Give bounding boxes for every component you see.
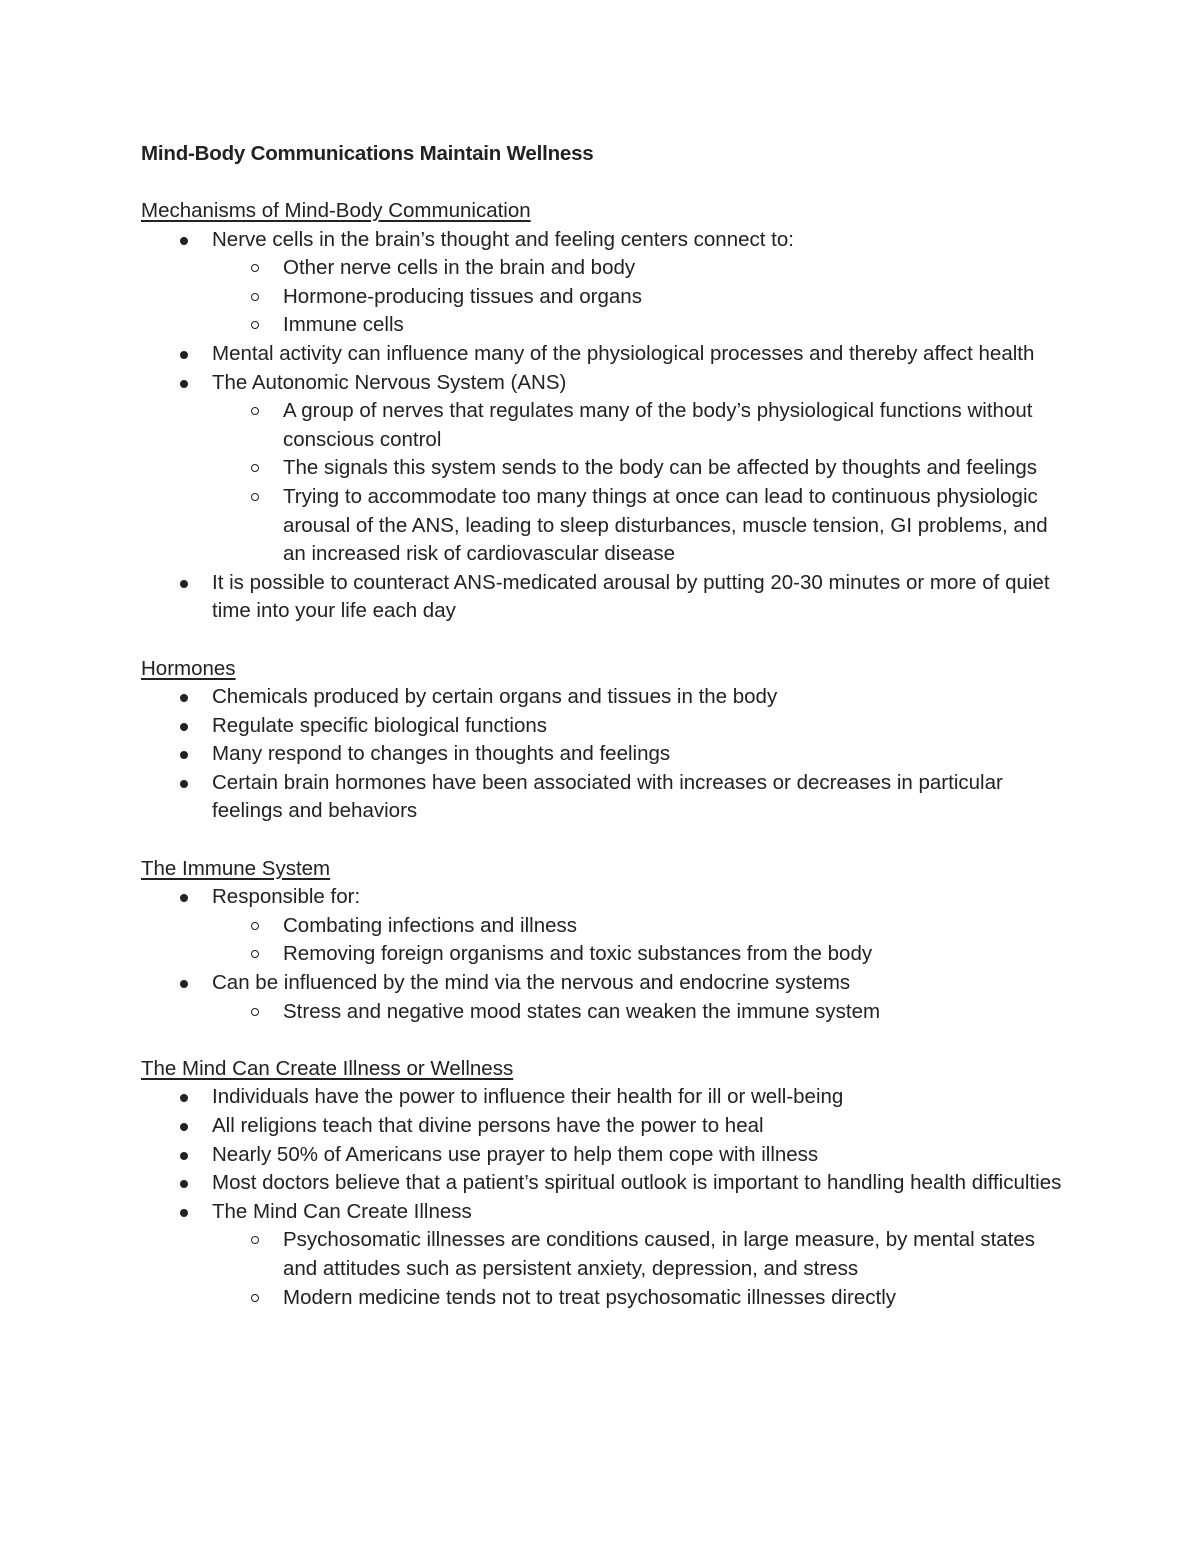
sub-list-item bbox=[141, 483, 1071, 569]
sub-list-item-text: Immune cells bbox=[283, 313, 404, 337]
list-item bbox=[141, 1169, 1071, 1198]
filled-bullet-icon bbox=[180, 351, 188, 359]
sub-list-item-text: Trying to accommodate too many things at once can lead to continuous physiologic arousal of the ANS, leading to sleep disturbances, muscle tension, GI problems, and an increased risk of cardiovascular disease bbox=[283, 484, 1048, 566]
section-heading: The Immune System bbox=[141, 856, 331, 880]
list-item bbox=[141, 969, 1071, 1026]
sub-list-item-text: Hormone-producing tissues and organs bbox=[283, 284, 642, 308]
bullet-list bbox=[141, 1083, 1071, 1312]
filled-bullet-icon bbox=[180, 1094, 188, 1102]
sub-list-item bbox=[141, 454, 1071, 483]
list-item bbox=[141, 740, 1071, 769]
filled-bullet-icon bbox=[180, 980, 188, 988]
section bbox=[141, 1055, 1071, 1312]
list-item-text: Nearly 50% of Americans use prayer to help them cope with illness bbox=[212, 1142, 819, 1166]
document-page bbox=[141, 140, 1071, 1341]
filled-bullet-icon bbox=[180, 751, 188, 759]
sub-bullet-list bbox=[141, 254, 1071, 340]
filled-bullet-icon bbox=[180, 1180, 188, 1188]
section bbox=[141, 655, 1071, 827]
list-item-text: Most doctors believe that a patient’s spiritual outlook is important to handling health difficulties bbox=[212, 1171, 1062, 1195]
filled-bullet-icon bbox=[180, 894, 188, 902]
list-item-text: Regulate specific biological functions bbox=[212, 713, 548, 737]
filled-bullet-icon bbox=[180, 780, 188, 788]
list-item bbox=[141, 683, 1071, 712]
sub-list-item bbox=[141, 912, 1071, 941]
sub-list-item bbox=[141, 283, 1071, 312]
list-item bbox=[141, 340, 1071, 369]
list-item-text: All religions teach that divine persons have the power to heal bbox=[212, 1114, 764, 1137]
sub-list-item-text: Other nerve cells in the brain and body bbox=[283, 256, 636, 280]
filled-bullet-icon bbox=[180, 237, 188, 245]
list-item bbox=[141, 369, 1071, 569]
sub-list-item-text: A group of nerves that regulates many of the body’s physiological functions without conscious control bbox=[283, 399, 1033, 451]
hollow-bullet-icon bbox=[251, 1294, 259, 1302]
sub-list-item bbox=[141, 397, 1071, 454]
list-item-text: Many respond to changes in thoughts and feelings bbox=[212, 742, 671, 766]
sub-list-item-text: Psychosomatic illnesses are conditions caused, in large measure, by mental states and attitudes such as persistent anxiety, depression, and stress bbox=[283, 1228, 1036, 1280]
section bbox=[141, 197, 1071, 626]
sub-list-item-text: The signals this system sends to the body can be affected by thoughts and feelings bbox=[283, 456, 1038, 480]
list-item-text: Nerve cells in the brain’s thought and feeling centers connect to: bbox=[212, 227, 794, 251]
sub-bullet-list bbox=[141, 998, 1071, 1027]
hollow-bullet-icon bbox=[251, 922, 259, 930]
list-item bbox=[141, 569, 1071, 626]
sub-list-item bbox=[141, 1226, 1071, 1283]
sub-list-item bbox=[141, 311, 1071, 340]
list-item-text: The Mind Can Create Illness bbox=[212, 1199, 472, 1223]
list-item-text: Certain brain hormones have been associated with increases or decreases in particular feelings and behaviors bbox=[212, 770, 1003, 823]
sub-list-item bbox=[141, 998, 1071, 1027]
list-item bbox=[141, 769, 1071, 826]
list-item-text: Chemicals produced by certain organs and tissues in the body bbox=[212, 685, 778, 709]
sub-bullet-list bbox=[141, 1226, 1071, 1312]
filled-bullet-icon bbox=[180, 1152, 188, 1160]
list-item-text: It is possible to counteract ANS-medicated arousal by putting 20-30 minutes or more of quiet time into your life each day bbox=[212, 570, 1050, 623]
bullet-list bbox=[141, 226, 1071, 626]
sub-bullet-list bbox=[141, 397, 1071, 569]
list-item-text: Individuals have the power to influence their health for ill or well-being bbox=[212, 1085, 844, 1109]
bullet-list bbox=[141, 683, 1071, 826]
sub-list-item-text: Stress and negative mood states can weaken the immune system bbox=[283, 999, 881, 1023]
list-item bbox=[141, 712, 1071, 741]
filled-bullet-icon bbox=[180, 1209, 188, 1217]
filled-bullet-icon bbox=[180, 1123, 188, 1131]
list-item-text: Can be influenced by the mind via the nervous and endocrine systems bbox=[212, 971, 851, 995]
bullet-list bbox=[141, 883, 1071, 1026]
list-item bbox=[141, 1141, 1071, 1170]
list-item bbox=[141, 1112, 1071, 1141]
hollow-bullet-icon bbox=[251, 1008, 259, 1016]
section-heading: Mechanisms of Mind-Body Communication bbox=[141, 199, 531, 222]
list-item-text: The Autonomic Nervous System (ANS) bbox=[212, 370, 567, 394]
document-title: Mind-Body Communications Maintain Wellness bbox=[141, 142, 594, 165]
sub-list-item bbox=[141, 940, 1071, 969]
list-item bbox=[141, 226, 1071, 340]
sub-bullet-list bbox=[141, 912, 1071, 969]
sub-list-item-text: Combating infections and illness bbox=[283, 913, 577, 937]
filled-bullet-icon bbox=[180, 380, 188, 388]
sub-list-item-text: Modern medicine tends not to treat psychosomatic illnesses directly bbox=[283, 1285, 897, 1309]
section bbox=[141, 855, 1071, 1027]
section-heading: The Mind Can Create Illness or Wellness bbox=[141, 1056, 514, 1080]
document-body bbox=[141, 197, 1071, 1312]
filled-bullet-icon bbox=[180, 694, 188, 702]
sub-list-item bbox=[141, 1284, 1071, 1313]
sub-list-item bbox=[141, 254, 1071, 283]
list-item bbox=[141, 1083, 1071, 1112]
list-item bbox=[141, 1198, 1071, 1312]
filled-bullet-icon bbox=[180, 580, 188, 588]
hollow-bullet-icon bbox=[251, 293, 259, 301]
hollow-bullet-icon bbox=[251, 493, 259, 501]
section-heading: Hormones bbox=[141, 656, 236, 680]
list-item-text: Mental activity can influence many of the physiological processes and thereby affect health bbox=[212, 341, 1035, 365]
list-item bbox=[141, 883, 1071, 969]
filled-bullet-icon bbox=[180, 723, 188, 731]
sub-list-item-text: Removing foreign organisms and toxic substances from the body bbox=[283, 942, 873, 966]
list-item-text: Responsible for: bbox=[212, 885, 361, 909]
